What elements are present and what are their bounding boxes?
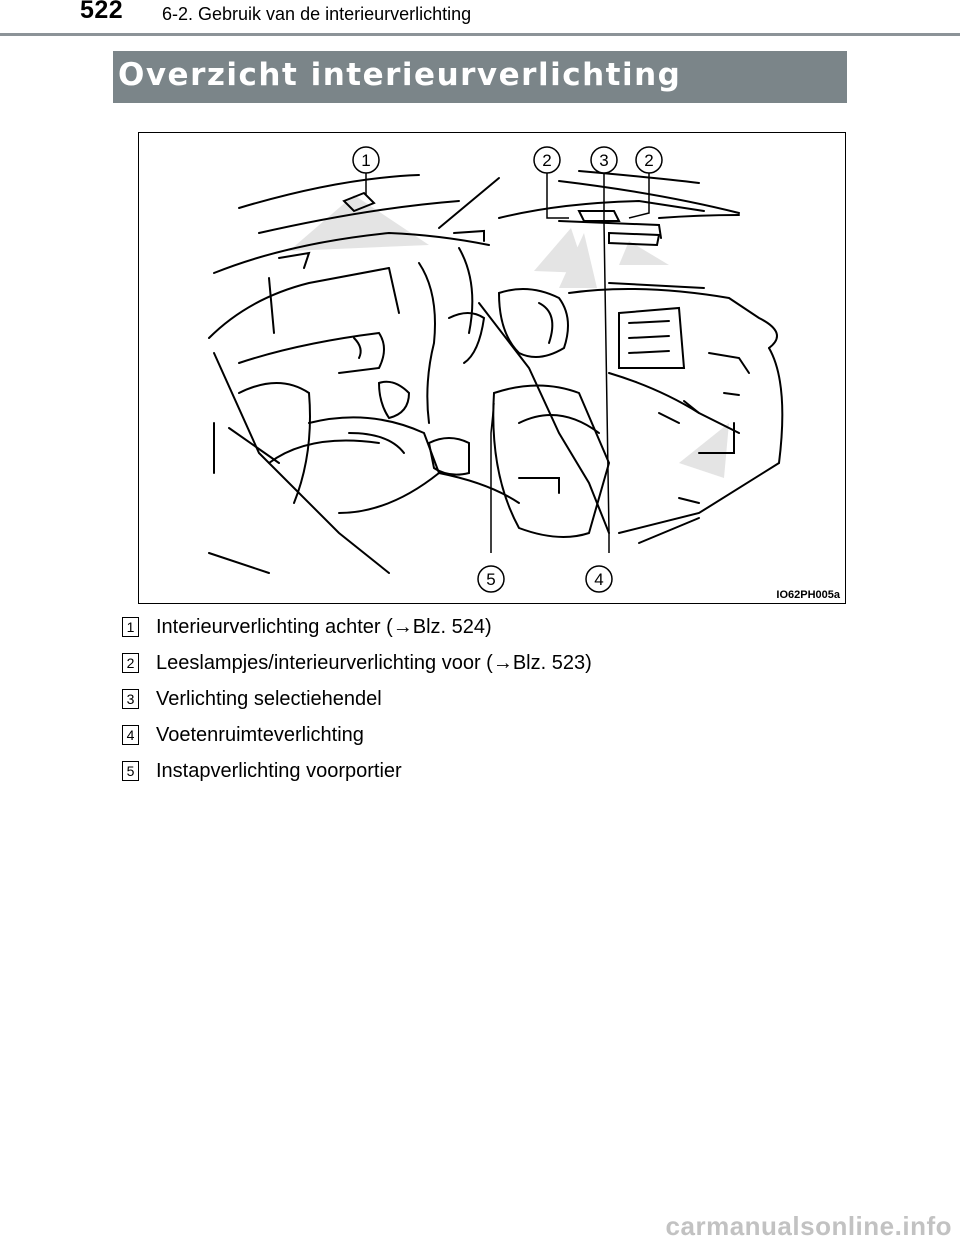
legend-number: 4: [122, 725, 139, 745]
legend-text: Voetenruimteverlichting: [156, 724, 364, 746]
callout-2-left: 2: [542, 151, 552, 170]
legend-text: Verlichting selectiehendel: [156, 688, 382, 710]
callout-1: 1: [361, 151, 371, 170]
callout-2-right: 2: [644, 151, 654, 170]
legend-text: Interieurverlichting achter (→Blz. 524): [156, 616, 492, 638]
legend-item: [122, 758, 822, 784]
legend-item: [122, 722, 822, 748]
header-rule: [0, 33, 960, 36]
legend-item: [122, 614, 822, 640]
legend-number: 2: [122, 653, 139, 673]
callout-4: 4: [594, 570, 604, 589]
car-interior-drawing: [139, 133, 845, 603]
figure-code: IO62PH005a: [776, 589, 840, 601]
legend-item: [122, 650, 822, 676]
legend-text: Instapverlichting voorportier: [156, 760, 402, 782]
section-title: Overzicht interieurverlichting: [118, 57, 682, 93]
callout-5: 5: [486, 570, 496, 589]
legend-number: 5: [122, 761, 139, 781]
legend-number: 3: [122, 689, 139, 709]
legend-number: 1: [122, 617, 139, 637]
car-body-lines: [209, 171, 782, 573]
interior-illustration: [138, 132, 846, 604]
watermark: carmanualsonline.info: [665, 1211, 952, 1241]
legend-item: [122, 686, 822, 712]
callout-3: 3: [599, 151, 609, 170]
legend-text: Leeslampjes/interieurverlichting voor (→Blz. 523): [156, 652, 592, 674]
running-head: 6-2. Gebruik van de interieurverlichting: [162, 4, 472, 24]
page-number: 522: [80, 0, 124, 24]
